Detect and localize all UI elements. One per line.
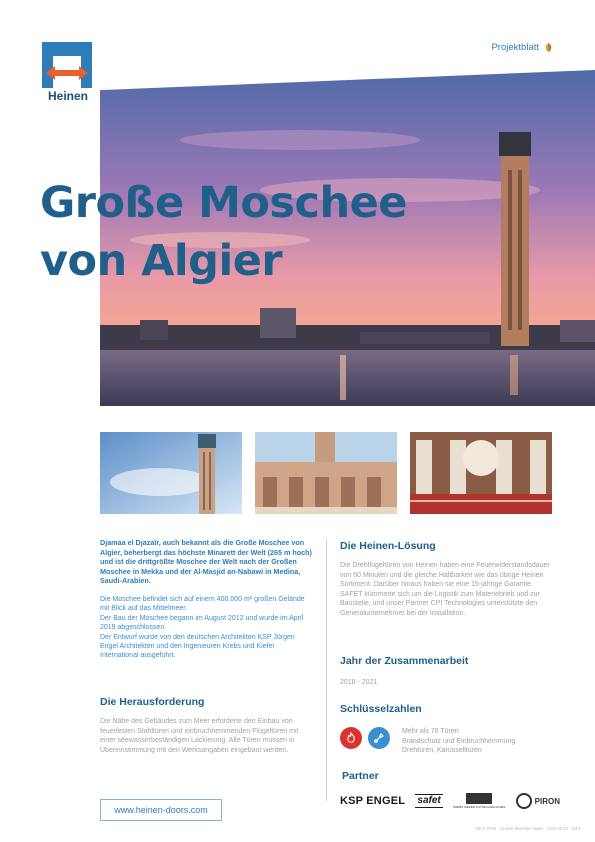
koi-technologies-logo	[453, 793, 505, 809]
key-figures-heading: Schlüsselzahlen	[340, 703, 422, 715]
koi-mark	[466, 793, 492, 804]
title-line-1: Große Moschee	[40, 178, 407, 228]
ksp-engel-logo: KSP ENGEL	[340, 795, 406, 807]
description-line-1: Die Moschee befindet sich auf einem 400.000 m² großen Gelände mit Blick auf das Mittelmeer.	[100, 595, 305, 613]
key-figure-icons	[340, 727, 390, 749]
partner-logos	[340, 789, 560, 813]
intro-text: Djamaa el Djazaïr, auch bekannt als die Große Moschee von Algier, beherbergt das höchste Minarett der Welt (265 m hoch) und ist die drittgrößte Moschee der Welt nach der Großen Moschee in Mekka und der Al-Masjid an-Nabawi in Medina, Saudi-Arabien.	[100, 538, 312, 586]
intro-section	[100, 538, 313, 661]
description-line-2: Der Bau der Moschee begann im August 2012 und wurde im April 2019 abgeschlossen.	[100, 614, 304, 632]
double-arrow-icon	[46, 66, 88, 80]
partner-heading: Partner	[342, 770, 379, 782]
key-figure-2: Brandschutz und Einbruchhemmung	[402, 737, 516, 745]
year-value: 2018 - 2021	[340, 679, 378, 686]
safet-logo: safet	[417, 795, 441, 806]
logo-mark	[42, 42, 92, 88]
challenge-heading: Die Herausforderung	[100, 696, 205, 708]
solution-text: Die Drehflügeltüren von Heinen haben eine Feuerwiderstandsdauer von 60 Minuten und die gleiche Haltbarkeit wie das übrige Heinen Sortiment. Darüber hinaus haben sie eine 15-jährige Garantie. SAFET kümmerte sich um die Logistik zum Materiebrieb und zur Baustelle, und unser Partner CPI Technologies unterstützte den Generalunternehmer bei der Installation.	[340, 562, 550, 617]
piron-ring-icon	[516, 793, 532, 809]
document-tag	[491, 42, 553, 53]
key-figure-3: Drehtüren, Karusselltüren	[402, 747, 482, 755]
logo-wordmark: Heinen	[47, 89, 88, 103]
fire-protection-icon	[340, 727, 362, 749]
heinen-logo	[40, 42, 96, 104]
footer-reference: DE/A.P003 - Grosse Moschee Algier - 2022.06.23 - 2/2/1	[475, 826, 581, 831]
thumbnail-prayer-hall	[410, 432, 552, 514]
burglary-protection-icon	[368, 727, 390, 749]
key-figure-1: Mehr als 70 Türen	[402, 728, 459, 735]
thumbnail-courtyard	[255, 432, 397, 514]
column-divider	[326, 538, 327, 801]
title-line-2: von Algier	[40, 236, 283, 286]
thumbnail-minaret-sky	[100, 432, 242, 514]
website-link[interactable]: www.heinen-doors.com	[100, 799, 222, 821]
piron-wordmark: PIRON	[534, 796, 560, 806]
piron-logo	[516, 793, 560, 809]
key-figures-text	[402, 727, 557, 756]
year-heading: Jahr der Zusammenarbeit	[340, 655, 469, 667]
description-text	[100, 595, 313, 661]
koi-subtitle: KREBS KIEFER KOI TECHNOLOGIES	[452, 805, 506, 809]
challenge-text: Die Nähe des Gebäudes zum Meer erforderte den Einbau von feuerfesten Stahltüren und einbruchhemmenden Flügeltüren mit einer seewasserbeständigen Lackierung. Alle Türen müssen in Übereinstimmung mit den Werksangaben eingebaut werden.	[100, 718, 299, 754]
description-line-3: Der Entwurf wurde von den deutschen Architekten KSP Jürgen Engel Architekten und den Ingenieuren Krebs und Kiefer International ausgeführt.	[100, 633, 295, 660]
solution-heading: Die Heinen-Lösung	[340, 540, 436, 552]
document-tag-label: Projektblatt	[491, 42, 539, 53]
page-title	[40, 174, 407, 290]
leaf-icon	[544, 43, 553, 52]
